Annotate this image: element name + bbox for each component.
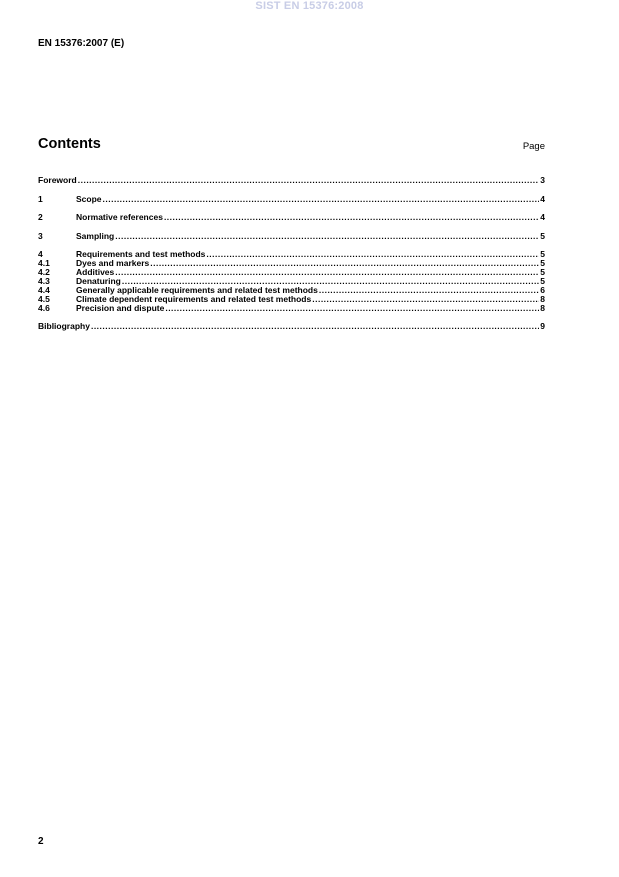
page-column-label: Page [522, 141, 545, 152]
toc-entry-normative-references[interactable] [38, 213, 545, 222]
toc-leader-dots [206, 250, 539, 259]
toc-entry-page: 3 [540, 176, 545, 185]
toc-leader-dots [115, 268, 539, 277]
toc-leader-dots [115, 232, 539, 241]
toc-entry-title: Dyes and markers [76, 259, 150, 268]
toc-entry-page: 5 [540, 268, 545, 277]
toc-entry-page: 8 [540, 295, 545, 304]
page-number: 2 [38, 836, 44, 847]
toc-leader-dots [103, 195, 540, 204]
toc-leader-dots [165, 304, 539, 313]
toc-entry-additives[interactable] [38, 268, 545, 277]
toc-entry-title: Requirements and test methods [76, 250, 206, 259]
toc-entry-page: 9 [540, 322, 545, 331]
toc-entry-title: Bibliography [38, 322, 90, 331]
toc-entry-precision-and-dispute[interactable] [38, 304, 545, 313]
toc-leader-dots [312, 295, 539, 304]
toc-entry-scope[interactable] [38, 195, 545, 204]
toc-leader-dots [78, 176, 540, 185]
toc-entry-title: Generally applicable requirements and related test methods [76, 286, 318, 295]
toc-entry-title: Additives [76, 268, 115, 277]
toc-entry-sampling[interactable] [38, 232, 545, 241]
toc-leader-dots [91, 322, 539, 331]
toc-entry-title: Denaturing [76, 277, 121, 286]
toc-entry-page: 5 [540, 259, 545, 268]
toc-entry-number: 4.3 [38, 277, 50, 286]
toc-entry-number: 4.4 [38, 286, 50, 295]
toc-entry-page: 4 [540, 195, 545, 204]
toc-leader-dots [150, 259, 539, 268]
toc-entry-title: Scope [76, 195, 102, 204]
toc-entry-page: 6 [540, 286, 545, 295]
toc-entry-page: 5 [540, 277, 545, 286]
document-header: EN 15376:2007 (E) [38, 38, 125, 49]
toc-entry-title: Climate dependent requirements and related test methods [76, 295, 312, 304]
toc-entry-denaturing[interactable] [38, 277, 545, 286]
toc-entry-number: 3 [38, 232, 43, 241]
toc-entry-title: Normative references [76, 213, 163, 222]
toc-leader-dots [164, 213, 539, 222]
toc-entry-requirements[interactable] [38, 250, 545, 259]
toc-entry-number: 4.2 [38, 268, 50, 277]
toc-entry-title: Sampling [76, 232, 115, 241]
toc-entry-generally-applicable-requirements[interactable] [38, 286, 545, 295]
toc-entry-climate-dependent-requirements[interactable] [38, 295, 545, 304]
toc-entry-foreword[interactable] [38, 176, 545, 185]
toc-entry-page: 5 [540, 232, 545, 241]
toc-entry-page: 4 [540, 213, 545, 222]
toc-entry-number: 4.6 [38, 304, 50, 313]
watermark: SIST EN 15376:2008 [255, 0, 364, 12]
toc-entry-number: 4.1 [38, 259, 50, 268]
toc-entry-number: 1 [38, 195, 43, 204]
contents-title: Contents [38, 136, 101, 152]
toc-entry-page: 8 [540, 304, 545, 313]
toc-leader-dots [319, 286, 539, 295]
toc-entry-number: 4 [38, 250, 43, 259]
toc-entry-title: Precision and dispute [76, 304, 165, 313]
toc-entry-page: 5 [540, 250, 545, 259]
toc-entry-number: 4.5 [38, 295, 50, 304]
toc-entry-title: Foreword [38, 176, 77, 185]
toc-entry-bibliography[interactable] [38, 322, 545, 331]
toc-entry-number: 2 [38, 213, 43, 222]
toc-leader-dots [122, 277, 539, 286]
toc-entry-dyes-and-markers[interactable] [38, 259, 545, 268]
